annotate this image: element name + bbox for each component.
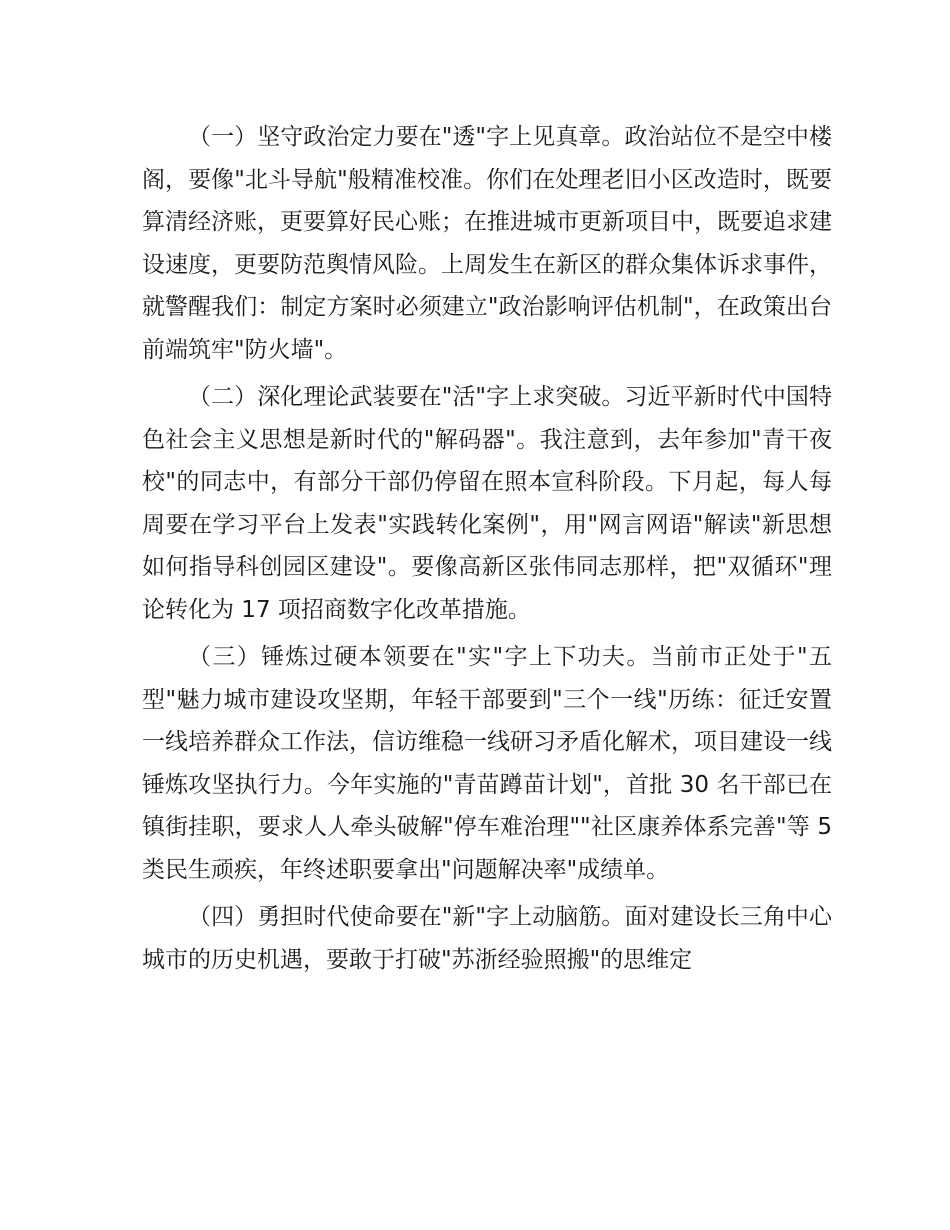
paragraph-political-resolve: （一）坚守政治定力要在"透"字上见真章。政治站位不是空中楼阁，要像"北斗导航"般精准校准。你们在处理老旧小区改造时，既要算清经济账，更要算好民心账；在推进城市更新项目中，既要追求建设速度，更要防范舆情风险。上周发生在新区的群众集体诉求事件，就警醒我们：制定方案时必须建立"政治影响评估机制"，在政策出台前端筑牢"防火墙"。 xyxy=(142,124,832,363)
document-body xyxy=(142,116,832,986)
paragraph-new-mission: （四）勇担时代使命要在"新"字上动脑筋。面对建设长三角中心城市的历史机遇，要敢于打破"苏浙经验照搬"的思维定 xyxy=(142,904,832,973)
paragraph-practical-skills: （三）锤炼过硬本领要在"实"字上下功夫。当前市正处于"五型"魅力城市建设攻坚期，年轻干部要到"三个一线"历练：征迁安置一线培养群众工作法，信访维稳一线研习矛盾化解术，项目建设一线锤炼攻坚执行力。今年实施的"青苗蹲苗计划"，首批 30 名干部已在镇街挂职，要求人人牵头破解"停车难治理""社区康养体系完善"等 5 类民生顽疾，年终述职要拿出"问题解决率"成绩单。 xyxy=(142,644,832,883)
paragraph-theory-study: （二）深化理论武装要在"活"字上求突破。习近平新时代中国特色社会主义思想是新时代的"解码器"。我注意到，去年参加"青干夜校"的同志中，有部分干部仍停留在照本宣科阶段。下月起，每人每周要在学习平台上发表"实践转化案例"，用"网言网语"解读"新思想如何指导科创园区建设"。要像高新区张伟同志那样，把"双循环"理论转化为 17 项招商数字化改革措施。 xyxy=(142,384,832,623)
